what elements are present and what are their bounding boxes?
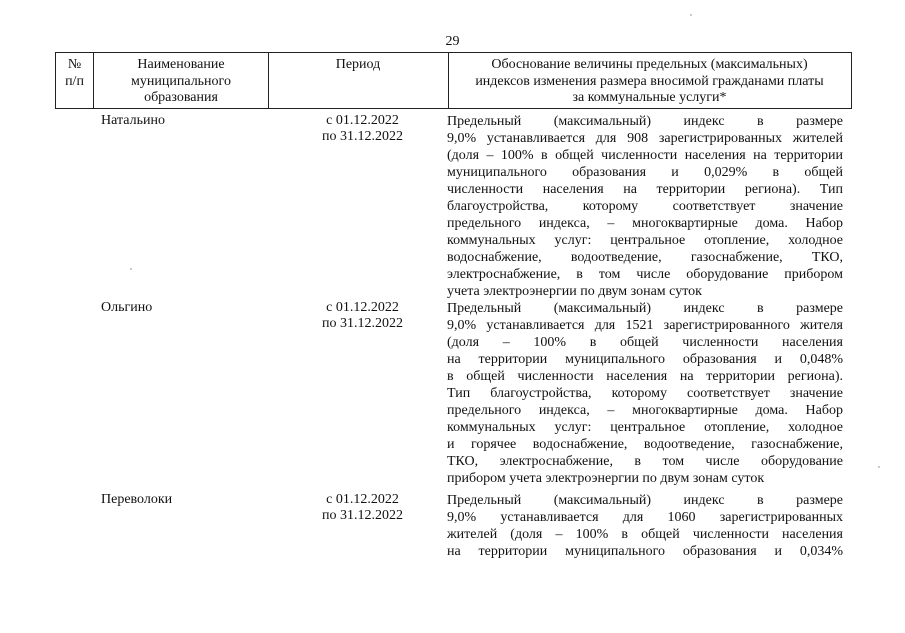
text-line: Тип благоустройства, которому соответствует значение	[447, 386, 843, 401]
text-line: жителей (доля – 100% в общей численности населения	[447, 527, 843, 542]
text-line: учета электроэнергии по двум зонам суток	[447, 284, 702, 299]
header-line: индексов изменения размера вносимой гражданами платы	[475, 73, 824, 89]
text-line: водоснабжение, водоотведение, газоснабжение, ТКО,	[447, 250, 843, 265]
text-line: в общей численности населения на территории региона).	[447, 369, 843, 384]
text-line: на территории муниципального образования и 0,034%	[447, 544, 843, 559]
header-justification	[448, 53, 851, 108]
tariff-table	[55, 52, 852, 559]
header-period	[268, 53, 448, 108]
header-line: Период	[335, 57, 381, 72]
text-line: на территории муниципального образования и 0,048%	[447, 352, 843, 367]
municipality-name: Переволоки	[101, 492, 173, 507]
scan-speck	[130, 268, 132, 270]
text-line: прибором учета электроэнергии по двум зонам суток	[447, 471, 765, 486]
period-start: с 01.12.2022	[326, 492, 399, 507]
header-line: за коммунальные услуги*	[572, 90, 727, 105]
header-line: №	[67, 57, 82, 72]
text-line: предельного индекса, – многоквартирные дома. Набор	[447, 403, 843, 418]
text-line: (доля – 100% в общей численности населения	[447, 335, 843, 350]
text-line: Предельный (максимальный) индекс в размере	[447, 301, 843, 316]
scan-speck	[878, 466, 880, 468]
header-line: образования	[144, 90, 218, 105]
period-cell	[305, 300, 420, 332]
text-line: муниципального образования и 0,029% в общей	[447, 165, 843, 180]
table-header	[55, 52, 852, 109]
municipality-name: Ольгино	[101, 300, 153, 315]
text-line: коммунальных услуг: центральное отопление, холодное	[447, 420, 843, 435]
municipality-name: Натальино	[101, 113, 165, 128]
scan-speck	[690, 14, 692, 16]
text-line: ТКО, электроснабжение, в том числе оборудование	[447, 454, 843, 469]
justification-cell	[447, 300, 843, 487]
text-line: численности населения на территории региона). Тип	[447, 182, 843, 197]
text-line: 9,0% устанавливается для 1060 зарегистрированных	[447, 510, 843, 525]
header-municipality	[94, 53, 268, 108]
text-line: и горячее водоснабжение, водоотведение, газоснабжение,	[447, 437, 843, 452]
text-line: благоустройства, которому соответствует значение	[447, 199, 843, 214]
period-cell	[305, 492, 420, 524]
header-line: Обоснование величины предельных (максимальных)	[491, 57, 808, 72]
header-number	[56, 53, 93, 108]
text-line: (доля – 100% в общей численности населения на территории	[447, 148, 843, 163]
text-line: 9,0% устанавливается для 908 зарегистрированных жителей	[447, 131, 843, 146]
header-line: муниципального	[131, 73, 231, 89]
header-line: п/п	[65, 73, 84, 89]
text-line: коммунальных услуг: центральное отопление, холодное	[447, 233, 843, 248]
text-line: Предельный (максимальный) индекс в размере	[447, 493, 843, 508]
period-start: с 01.12.2022	[326, 113, 399, 128]
text-line: 9,0% устанавливается для 1521 зарегистрированного жителя	[447, 318, 843, 333]
justification-cell	[447, 113, 843, 300]
page-number: 29	[445, 34, 460, 49]
period-end: по 31.12.2022	[322, 316, 403, 331]
header-line: Наименование	[137, 57, 225, 72]
period-start: с 01.12.2022	[326, 300, 399, 315]
text-line: Предельный (максимальный) индекс в размере	[447, 114, 843, 129]
period-cell	[305, 113, 420, 145]
text-line: предельного индекса, – многоквартирные дома. Набор	[447, 216, 843, 231]
period-end: по 31.12.2022	[322, 508, 403, 523]
justification-cell	[447, 492, 843, 560]
period-end: по 31.12.2022	[322, 129, 403, 144]
text-line: электроснабжение, в том числе оборудование прибором	[447, 267, 843, 282]
